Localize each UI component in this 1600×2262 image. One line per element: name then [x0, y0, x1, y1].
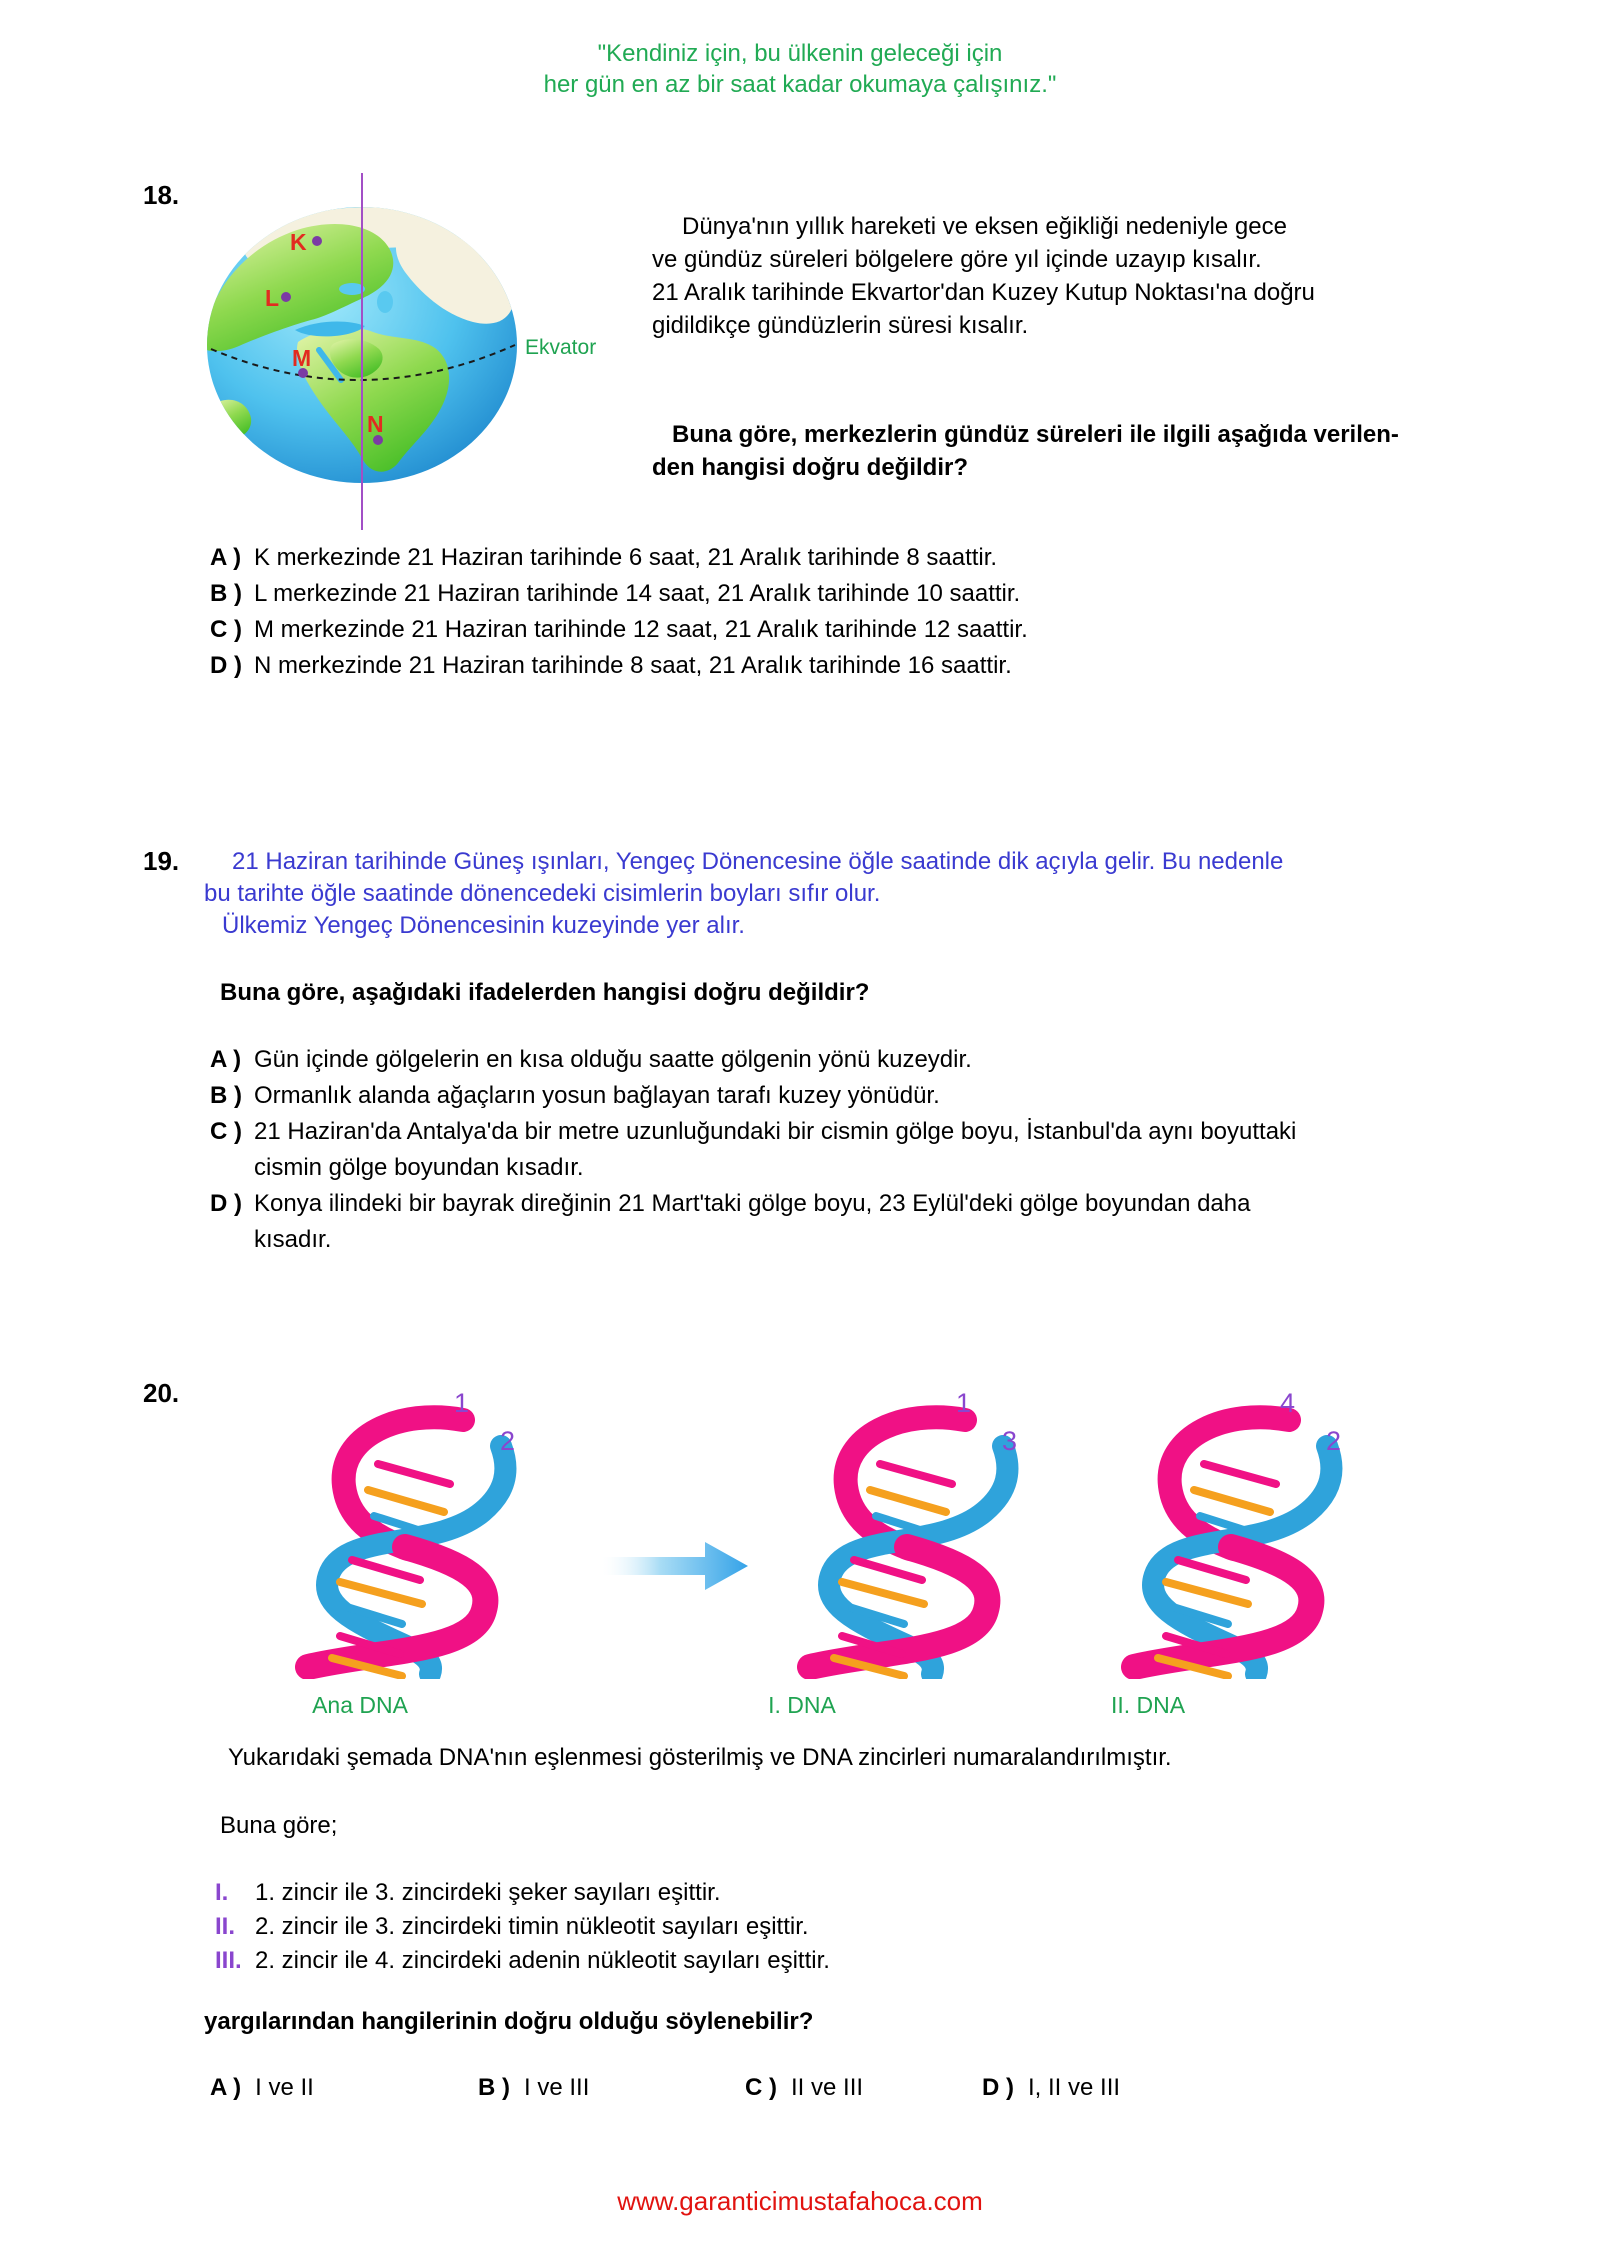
- option-letter: C ): [210, 1118, 242, 1145]
- option-text: Ormanlık alanda ağaçların yosun bağlayan tarafı kuzey yönüdür.: [254, 1082, 940, 1109]
- footer-website-link[interactable]: www.garanticimustafahoca.com: [617, 2186, 983, 2216]
- replication-arrow-icon: [600, 1540, 750, 1592]
- q20-option-a: [210, 2074, 314, 2102]
- statement-i: [215, 1876, 830, 1910]
- point-k-dot: [312, 236, 322, 246]
- q20-option-c: [745, 2074, 863, 2102]
- option-text: L merkezinde 21 Haziran tarihinde 14 saat, 21 Aralık tarihinde 10 saattir.: [254, 580, 1021, 607]
- statement-numeral: III.: [215, 1947, 242, 1974]
- q20-lead-text: Buna göre;: [220, 1812, 338, 1839]
- question-20-number: 20.: [143, 1378, 180, 1408]
- dna-ii-unit: [1076, 1388, 1356, 1724]
- q20-figure-caption: Yukarıdaki şemada DNA'nın eşlenmesi gösterilmiş ve DNA zincirleri numaralandırılmıştır.: [228, 1744, 1172, 1771]
- dna-name-label: II. DNA: [1110, 1692, 1186, 1718]
- option-text: II ve III: [791, 2074, 864, 2101]
- strand-number-label: 1: [454, 1388, 470, 1418]
- dna-name-label: Ana DNA: [312, 1692, 408, 1718]
- q19-options: [210, 1042, 1296, 1258]
- globe-illustration: [195, 168, 615, 536]
- q18-question-line: den hangisi doğru değildir?: [652, 454, 968, 481]
- q20-option-d: [982, 2074, 1120, 2102]
- q19-intro-line-1: 21 Haziran tarihinde Güneş ışınları, Yengeç Dönencesine öğle saatinde dik açıyla gelir. Bu nedenle: [232, 848, 1284, 875]
- option-letter: A ): [210, 1046, 242, 1073]
- option-text: I, II ve III: [1028, 2074, 1121, 2101]
- option-letter: C ): [745, 2074, 777, 2101]
- q19-intro-line-2: bu tarihte öğle saatinde dönencedeki cisimlerin boyları sıfır olur.: [204, 880, 881, 907]
- option-letter: D ): [982, 2074, 1014, 2101]
- q18-question-line: Buna göre, merkezlerin gündüz süreleri ile ilgili aşağıda verilen-: [672, 421, 1399, 448]
- question-19-number: 19.: [143, 846, 180, 876]
- q18-option-b: [210, 576, 1028, 612]
- strand-number-label: 4: [1280, 1388, 1296, 1418]
- dna-i-unit: [752, 1388, 1032, 1724]
- option-letter: B ): [210, 580, 242, 607]
- q18-options: [210, 540, 1028, 684]
- strand-number-label: 3: [1002, 1426, 1018, 1456]
- option-text: N merkezinde 21 Haziran tarihinde 8 saat, 21 Aralık tarihinde 16 saattir.: [254, 652, 1012, 679]
- header-quote: [0, 38, 1600, 100]
- q19-option-a: [210, 1042, 1296, 1078]
- equator-label: Ekvator: [525, 336, 597, 359]
- option-text: I ve III: [524, 2074, 590, 2101]
- point-m-label: M: [292, 345, 312, 371]
- dna-helix-illustration: [752, 1404, 1032, 1679]
- option-letter: B ): [210, 1082, 242, 1109]
- option-text: cismin gölge boyundan kısadır.: [254, 1154, 584, 1181]
- strand-number-label: 2: [1326, 1426, 1342, 1456]
- strand-number-label: 1: [956, 1388, 972, 1418]
- point-n-label: N: [367, 411, 384, 437]
- option-letter: B ): [478, 2074, 510, 2101]
- option-letter: A ): [210, 544, 242, 571]
- q20-option-b: [478, 2074, 589, 2102]
- option-text: M merkezinde 21 Haziran tarihinde 12 saat, 21 Aralık tarihinde 12 saattir.: [254, 616, 1028, 643]
- q18-intro-line: ve gündüz süreleri bölgelere göre yıl içinde uzayıp kısalır.: [652, 246, 1262, 273]
- statement-numeral: I.: [215, 1879, 229, 1906]
- quote-line-2: her gün en az bir saat kadar okumaya çalışınız.": [543, 71, 1057, 98]
- option-text: K merkezinde 21 Haziran tarihinde 6 saat, 21 Aralık tarihinde 8 saattir.: [254, 544, 998, 571]
- dna-name-label: I. DNA: [768, 1692, 836, 1718]
- q18-option-d: [210, 648, 1028, 684]
- point-l-label: L: [265, 285, 280, 311]
- q18-option-c: [210, 612, 1028, 648]
- q19-option-b: [210, 1078, 1296, 1114]
- q18-question-stem: [652, 418, 1482, 484]
- q20-question-stem: yargılarından hangilerinin doğru olduğu söylenebilir?: [204, 2008, 814, 2035]
- q18-intro-line: Dünya'nın yıllık hareketi ve eksen eğikliği nedeniyle gece: [682, 213, 1287, 240]
- globe-svg: [195, 168, 615, 536]
- point-l-dot: [281, 292, 291, 302]
- q19-option-c: [210, 1114, 1296, 1186]
- q18-option-a: [210, 540, 1028, 576]
- question-18-number: 18.: [143, 180, 180, 210]
- option-text: 21 Haziran'da Antalya'da bir metre uzunluğundaki bir cismin gölge boyu, İstanbul'da aynı boyuttaki: [254, 1118, 1297, 1145]
- option-letter: D ): [210, 1190, 242, 1217]
- statement-iii: [215, 1944, 830, 1978]
- statement-ii: [215, 1910, 830, 1944]
- q19-option-d: [210, 1186, 1296, 1258]
- option-text: kısadır.: [254, 1226, 332, 1253]
- statement-numeral: II.: [215, 1913, 236, 1940]
- point-k-label: K: [290, 229, 307, 255]
- option-letter: A ): [210, 2074, 242, 2101]
- statement-text: 2. zincir ile 4. zincirdeki adenin nükleotit sayıları eşittir.: [255, 1947, 830, 1974]
- q20-options: [0, 2074, 1600, 2114]
- option-text: I ve II: [255, 2074, 314, 2101]
- q18-intro-line: gidildikçe gündüzlerin süresi kısalır.: [652, 312, 1029, 339]
- dna-helix-illustration: [1076, 1404, 1356, 1679]
- q20-statements: [215, 1876, 830, 1978]
- option-text: Gün içinde gölgelerin en kısa olduğu saatte gölgenin yönü kuzeydir.: [254, 1046, 972, 1073]
- statement-text: 1. zincir ile 3. zincirdeki şeker sayıları eşittir.: [255, 1879, 721, 1906]
- ana-dna-unit: [250, 1388, 530, 1724]
- option-letter: C ): [210, 616, 242, 643]
- statement-text: 2. zincir ile 3. zincirdeki timin nükleotit sayıları eşittir.: [255, 1913, 809, 1940]
- q18-intro-paragraph: [652, 210, 1482, 342]
- strand-number-label: 2: [500, 1426, 516, 1456]
- dna-helix-illustration: [250, 1404, 530, 1679]
- q19-intro-line-3: Ülkemiz Yengeç Dönencesinin kuzeyinde yer alır.: [222, 912, 745, 939]
- quote-line-1: "Kendiniz için, bu ülkenin geleceği için: [597, 40, 1003, 67]
- option-letter: D ): [210, 652, 242, 679]
- q19-question-stem: Buna göre, aşağıdaki ifadelerden hangisi doğru değildir?: [220, 979, 870, 1006]
- q18-intro-line: 21 Aralık tarihinde Ekvartor'dan Kuzey Kutup Noktası'na doğru: [652, 279, 1315, 306]
- option-text: Konya ilindeki bir bayrak direğinin 21 Mart'taki gölge boyu, 23 Eylül'deki gölge boyundan daha: [254, 1190, 1251, 1217]
